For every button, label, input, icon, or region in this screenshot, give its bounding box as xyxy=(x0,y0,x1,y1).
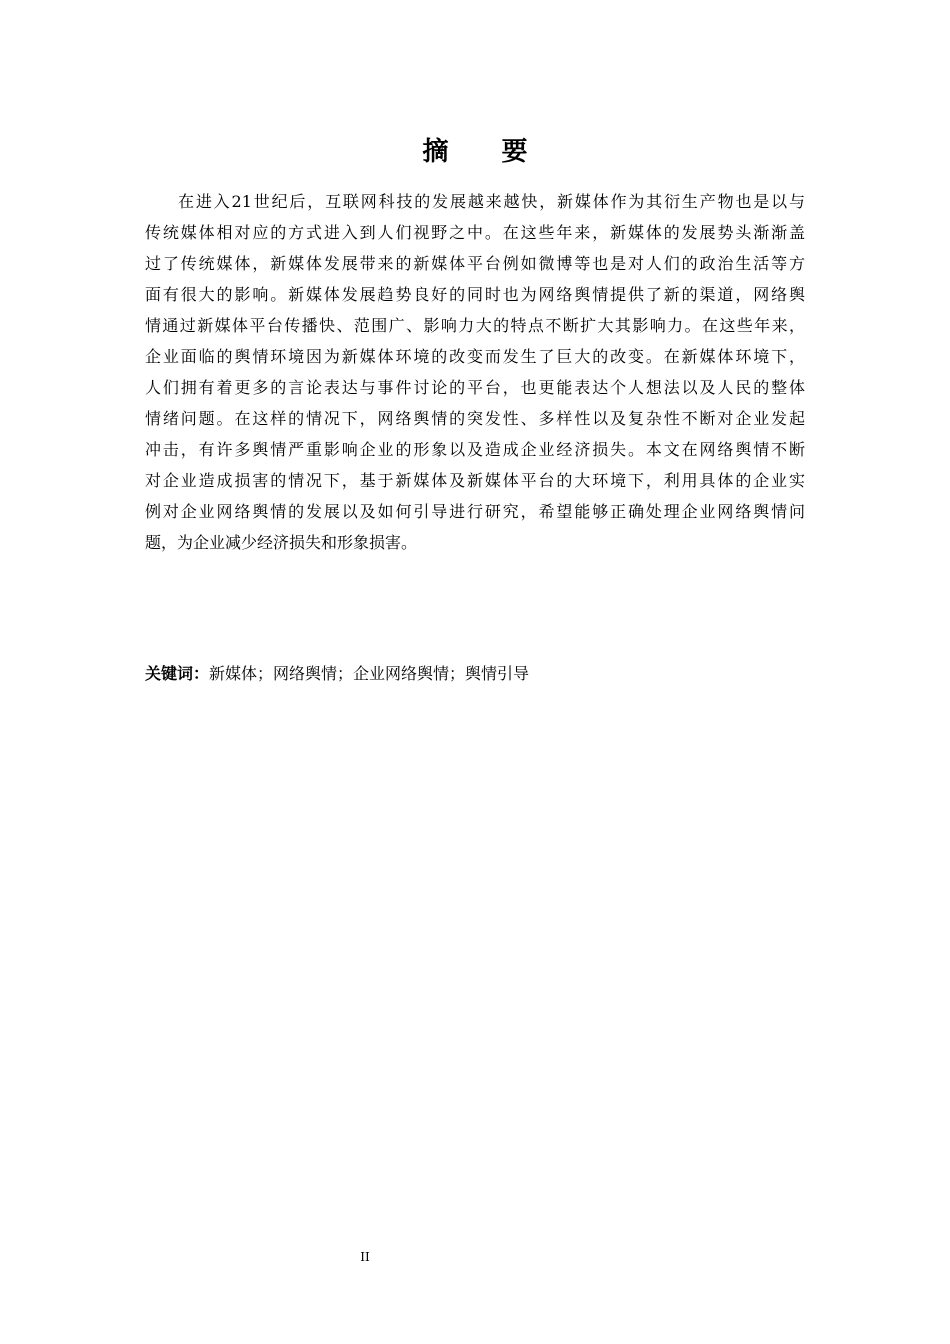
abstract-title: 摘 要 xyxy=(422,137,550,167)
abstract-line: 例对企业网络舆情的发展以及如何引导进行研究，希望能够正确处理企业网络舆情问 xyxy=(145,502,805,521)
keywords xyxy=(145,660,805,688)
abstract-line: 对企业造成损害的情况下，基于新媒体及新媒体平台的大环境下，利用具体的企业实 xyxy=(145,471,805,490)
abstract-line: 情通过新媒体平台传播快、范围广、影响力大的特点不断扩大其影响力。在这些年来， xyxy=(145,316,805,335)
abstract-body xyxy=(145,186,805,558)
abstract-line: 情绪问题。在这样的情况下，网络舆情的突发性、多样性以及复杂性不断对企业发起 xyxy=(145,409,805,428)
page-number: II xyxy=(360,1250,370,1264)
abstract-line: 企业面临的舆情环境因为新媒体环境的改变而发生了巨大的改变。在新媒体环境下， xyxy=(145,347,805,366)
abstract-line: 人们拥有着更多的言论表达与事件讨论的平台，也更能表达个人想法以及人民的整体 xyxy=(145,378,805,397)
abstract-line: 在进入21世纪后，互联网科技的发展越来越快，新媒体作为其衍生产物也是以与 xyxy=(178,192,805,211)
abstract-line: 冲击，有许多舆情严重影响企业的形象以及造成企业经济损失。本文在网络舆情不断 xyxy=(145,440,805,459)
keywords-text: 新媒体；网络舆情；企业网络舆情；舆情引导 xyxy=(209,664,530,683)
abstract-line: 过了传统媒体，新媒体发展带来的新媒体平台例如微博等也是对人们的政治生活等方 xyxy=(145,254,805,273)
keywords-label: 关键词： xyxy=(145,664,210,683)
abstract-line: 面有很大的影响。新媒体发展趋势良好的同时也为网络舆情提供了新的渠道，网络舆 xyxy=(145,285,805,304)
abstract-line: 题，为企业减少经济损失和形象损害。 xyxy=(145,533,418,552)
abstract-line: 传统媒体相对应的方式进入到人们视野之中。在这些年来，新媒体的发展势头渐渐盖 xyxy=(145,223,805,242)
